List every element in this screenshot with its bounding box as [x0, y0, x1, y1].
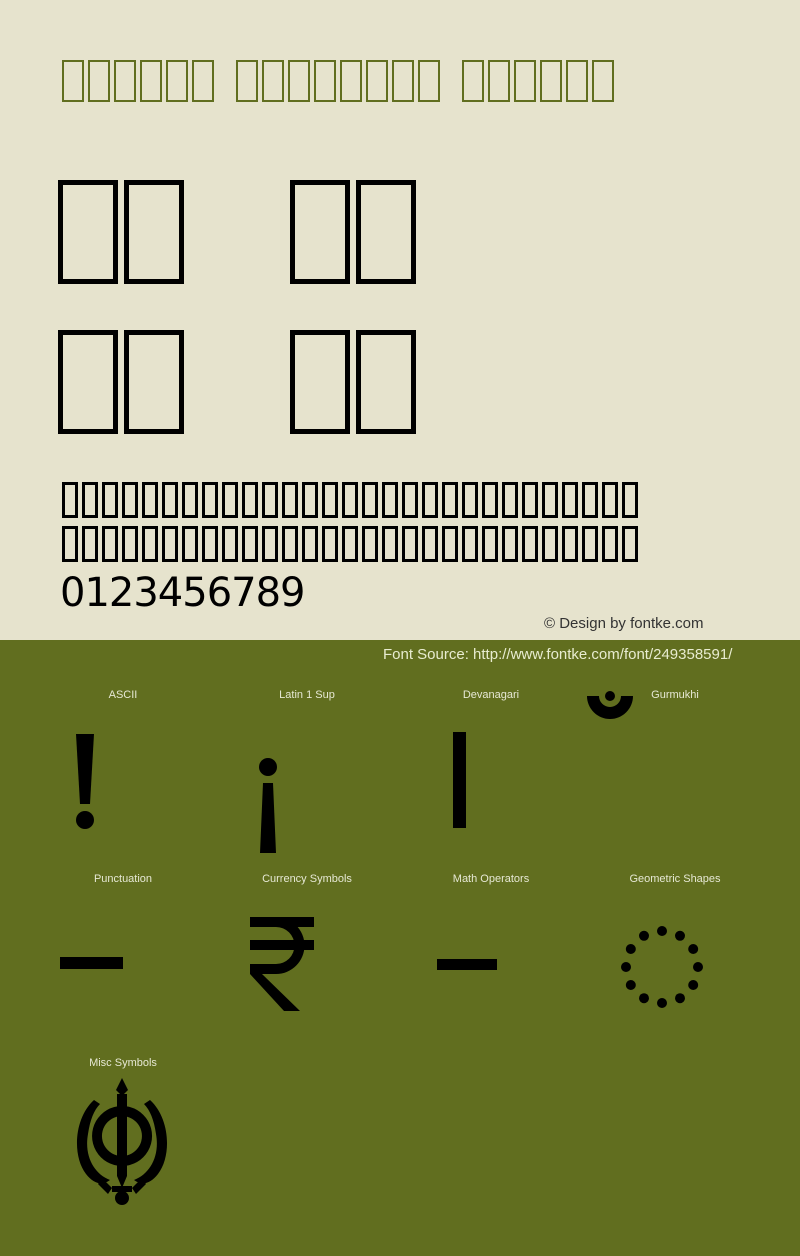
- title-tofu-glyph: [488, 60, 510, 102]
- charset-tofu-glyph: [502, 526, 518, 562]
- large-tofu-glyph: [356, 180, 416, 284]
- title-tofu-glyph: [540, 60, 562, 102]
- charset-tofu-glyph: [442, 526, 458, 562]
- charset-tofu-glyph: [202, 482, 218, 518]
- charset-tofu-glyph: [182, 526, 198, 562]
- dotted-circle-glyph: [618, 923, 708, 1013]
- charset-tofu-glyph: [162, 482, 178, 518]
- large-glyph-row-2: [58, 330, 422, 438]
- title-tofu-glyph: [140, 60, 162, 102]
- charset-tofu-glyph: [602, 526, 618, 562]
- charset-tofu-glyph: [62, 526, 78, 562]
- title-tofu-glyph: [114, 60, 136, 102]
- dotted-circle-dot: [675, 993, 685, 1003]
- charset-tofu-glyph: [222, 482, 238, 518]
- charset-tofu-glyph: [162, 526, 178, 562]
- danda-glyph: [450, 730, 470, 830]
- category-label-punctuation: Punctuation: [93, 873, 153, 885]
- large-glyph-row-1: [58, 180, 422, 288]
- minus-sign-glyph: [437, 958, 499, 972]
- charset-tofu-glyph: [542, 482, 558, 518]
- dash-glyph: [60, 956, 124, 970]
- charset-tofu-glyph: [322, 526, 338, 562]
- title-tofu-glyph: [88, 60, 110, 102]
- category-label-latin-1-sup: Latin 1 Sup: [279, 689, 335, 701]
- rupee-sign-glyph: [248, 916, 318, 1014]
- charset-tofu-glyph: [382, 482, 398, 518]
- charset-tofu-glyph: [482, 526, 498, 562]
- khanda-glyph: [72, 1078, 172, 1206]
- charset-tofu-glyph: [142, 482, 158, 518]
- font-name-tofu-row: [62, 60, 618, 106]
- charset-tofu-glyph: [342, 482, 358, 518]
- charset-tofu-glyph: [322, 482, 338, 518]
- charset-tofu-glyph: [302, 526, 318, 562]
- title-tofu-glyph: [418, 60, 440, 102]
- title-tofu-glyph: [192, 60, 214, 102]
- title-tofu-glyph: [592, 60, 614, 102]
- coverage-panel: [0, 640, 800, 1256]
- charset-tofu-glyph: [82, 482, 98, 518]
- charset-tofu-glyph: [562, 482, 578, 518]
- charset-tofu-glyph: [242, 482, 258, 518]
- charset-tofu-glyph: [262, 526, 278, 562]
- exclamation-mark-glyph: [70, 732, 100, 832]
- charset-row-1: [62, 482, 642, 522]
- large-tofu-glyph: [58, 330, 118, 434]
- large-tofu-glyph: [124, 330, 184, 434]
- title-tofu-glyph: [462, 60, 484, 102]
- title-tofu-glyph: [514, 60, 536, 102]
- title-tofu-glyph: [288, 60, 310, 102]
- charset-tofu-glyph: [282, 482, 298, 518]
- charset-tofu-glyph: [582, 482, 598, 518]
- dotted-circle-dot: [639, 931, 649, 941]
- dotted-circle-dot: [688, 980, 698, 990]
- inverted-exclamation-glyph: [254, 755, 284, 855]
- charset-tofu-glyph: [102, 526, 118, 562]
- charset-tofu-glyph: [142, 526, 158, 562]
- charset-tofu-glyph: [282, 526, 298, 562]
- category-label-devanagari: Devanagari: [462, 689, 520, 701]
- category-label-misc-symbols: Misc Symbols: [89, 1057, 157, 1069]
- dotted-circle-dot: [621, 962, 631, 972]
- charset-tofu-glyph: [302, 482, 318, 518]
- charset-tofu-glyph: [82, 526, 98, 562]
- digits-sample: 0123456789: [60, 570, 305, 616]
- charset-tofu-glyph: [462, 482, 478, 518]
- dotted-circle-dot: [626, 944, 636, 954]
- charset-tofu-glyph: [562, 526, 578, 562]
- dotted-circle-dot: [693, 962, 703, 972]
- charset-tofu-glyph: [402, 482, 418, 518]
- title-tofu-glyph: [366, 60, 388, 102]
- charset-tofu-glyph: [62, 482, 78, 518]
- title-tofu-glyph: [166, 60, 188, 102]
- charset-tofu-glyph: [402, 526, 418, 562]
- charset-tofu-glyph: [182, 482, 198, 518]
- title-tofu-glyph: [566, 60, 588, 102]
- font-source-link[interactable]: Font Source: http://www.fontke.com/font/249358591/: [383, 646, 733, 663]
- large-tofu-glyph: [290, 180, 350, 284]
- charset-tofu-glyph: [482, 482, 498, 518]
- title-tofu-glyph: [62, 60, 84, 102]
- category-label-gurmukhi: Gurmukhi: [651, 689, 699, 701]
- charset-tofu-glyph: [522, 526, 538, 562]
- charset-tofu-glyph: [262, 482, 278, 518]
- charset-tofu-glyph: [342, 526, 358, 562]
- charset-tofu-glyph: [102, 482, 118, 518]
- charset-tofu-glyph: [542, 526, 558, 562]
- title-tofu-glyph: [392, 60, 414, 102]
- dotted-circle-dot: [688, 944, 698, 954]
- large-tofu-glyph: [290, 330, 350, 434]
- charset-tofu-glyph: [522, 482, 538, 518]
- charset-tofu-glyph: [362, 526, 378, 562]
- charset-tofu-glyph: [602, 482, 618, 518]
- charset-tofu-glyph: [202, 526, 218, 562]
- large-tofu-glyph: [58, 180, 118, 284]
- category-label-ascii: ASCII: [108, 689, 138, 701]
- category-label-geometric-shapes: Geometric Shapes: [629, 873, 721, 885]
- title-tofu-glyph: [262, 60, 284, 102]
- title-tofu-glyph: [236, 60, 258, 102]
- charset-tofu-glyph: [122, 482, 138, 518]
- large-tofu-glyph: [124, 180, 184, 284]
- charset-tofu-glyph: [622, 526, 638, 562]
- charset-tofu-glyph: [462, 526, 478, 562]
- charset-tofu-glyph: [242, 526, 258, 562]
- charset-tofu-glyph: [222, 526, 238, 562]
- charset-tofu-glyph: [382, 526, 398, 562]
- dotted-circle-dot: [657, 926, 667, 936]
- charset-tofu-glyph: [422, 482, 438, 518]
- title-tofu-glyph: [340, 60, 362, 102]
- charset-tofu-glyph: [502, 482, 518, 518]
- dotted-circle-dot: [626, 980, 636, 990]
- charset-row-2: [62, 526, 642, 566]
- charset-tofu-glyph: [442, 482, 458, 518]
- category-label-currency-symbols: Currency Symbols: [262, 873, 352, 885]
- charset-tofu-glyph: [422, 526, 438, 562]
- tippi-sign-glyph: [584, 688, 636, 728]
- charset-tofu-glyph: [362, 482, 378, 518]
- charset-tofu-glyph: [122, 526, 138, 562]
- charset-tofu-glyph: [622, 482, 638, 518]
- category-label-math-operators: Math Operators: [452, 873, 530, 885]
- dotted-circle-dot: [657, 998, 667, 1008]
- title-tofu-glyph: [314, 60, 336, 102]
- large-tofu-glyph: [356, 330, 416, 434]
- dotted-circle-dot: [639, 993, 649, 1003]
- charset-tofu-glyph: [582, 526, 598, 562]
- design-credit: © Design by fontke.com: [544, 615, 704, 632]
- dotted-circle-dot: [675, 931, 685, 941]
